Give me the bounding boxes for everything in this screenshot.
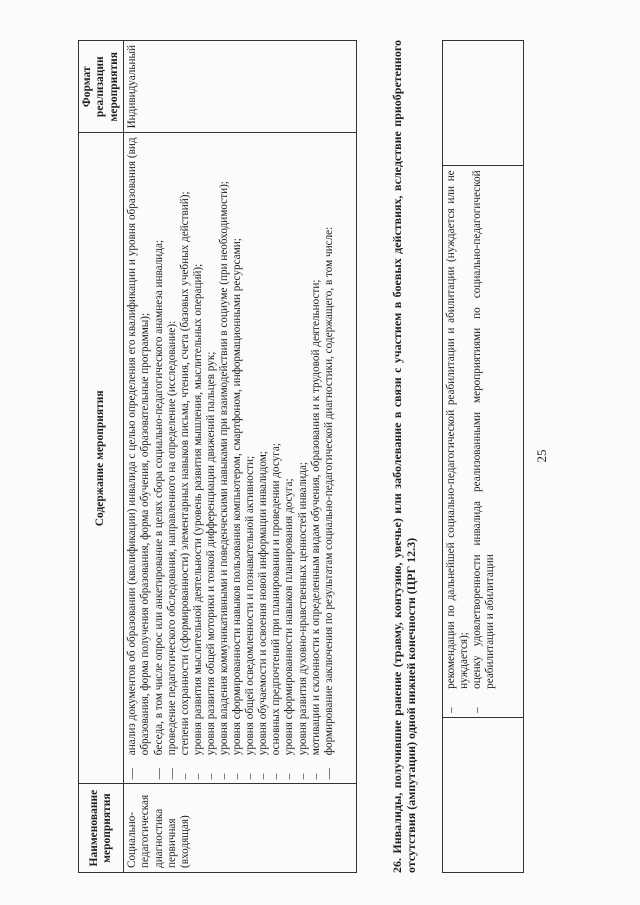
header-name: Наименование мероприятия (79, 784, 124, 873)
page-frame (70, 40, 580, 873)
activity-format: Индивидуальный (124, 41, 357, 133)
continued-table (442, 40, 524, 873)
list-item: – основных предпочтений при планировании и проведении досуга; (270, 443, 283, 780)
header-format: Формат реализации мероприятия (79, 41, 124, 133)
header-content: Содержание мероприятия (79, 133, 124, 784)
list-item: — анализ документов об образовании (квалификации) инвалида с целью определения его квалификации и уровня образования (вид образования, форма получения образования, форма обучения, образовательные программы); (126, 137, 152, 780)
list-item: – уровня общей осведомленности и познавательной активности; (244, 455, 257, 780)
table-header-row (79, 41, 124, 873)
section-heading: 26. Инвалиды, получившие ранение (травму, контузию, увечье) или заболевание в связи с участием в боевых действиях, вследствие приобретенного отсутствия (ампутации) одной нижней конечности (ЦРГ 12.3) (390, 40, 419, 873)
main-table (78, 40, 357, 873)
list-item: – уровня сформированности навыков планирования досуга; (283, 478, 296, 780)
table-row (124, 41, 357, 873)
list-item: — беседа, в том числе опрос или анкетирование в целях сбора социально-педагогического анамнеза инвалида; (152, 239, 165, 780)
list-item: – уровня развития общей моторики и тонкой дифференциации движений пальцев рук; (204, 351, 217, 780)
list-item: – уровня владения коммуникативными и поведенческими навыками при взаимодействии в социуме (при необходимости); (218, 181, 231, 780)
list-item: – уровня сформированности навыков пользования компьютером, смартфоном, информационными ресурсами; (231, 238, 244, 780)
list-item: – уровня развития мыслительной деятельности (уровень развития мышления, мыслительных операций); (191, 263, 204, 780)
list-item: – оценку удовлетворенности инвалида реализованными мероприятиями по социально-педагогической реабилитации и абилитации (471, 170, 497, 713)
list-item: – степени сохранности (сформированности) элементарных навыков письма, чтения, счета (базовых учебных действий); (178, 191, 191, 780)
list-item: – рекомендации по дальнейшей социально-педагогической реабилитации и абилитации (нуждается или не нуждается); (445, 170, 471, 713)
activity-content (124, 133, 357, 784)
page-number: 25 (534, 449, 549, 463)
list-item: – уровня обучаемости и освоения новой информации инвалидом; (257, 451, 270, 780)
continued-table-content-cell (443, 166, 524, 718)
continued-table-name-cell (443, 717, 524, 872)
document-page (70, 40, 580, 873)
continued-table-format-cell (443, 41, 524, 166)
list-item: — проведение педагогического обследования, направленного на определение (исследование): (165, 320, 178, 780)
list-item: – уровня развития духовно-нравственных ценностей инвалида; (296, 461, 309, 780)
list-item: – мотивации и склонности к определенным видам обучения, образования и к трудовой деятельности; (309, 279, 322, 780)
list-item: — формирование заключения по результатам социально-педагогической диагностики, содержащего, в том числе: (322, 226, 335, 780)
activity-name: Социально-педагогическая диагностика первичная (входящая) (124, 784, 357, 873)
